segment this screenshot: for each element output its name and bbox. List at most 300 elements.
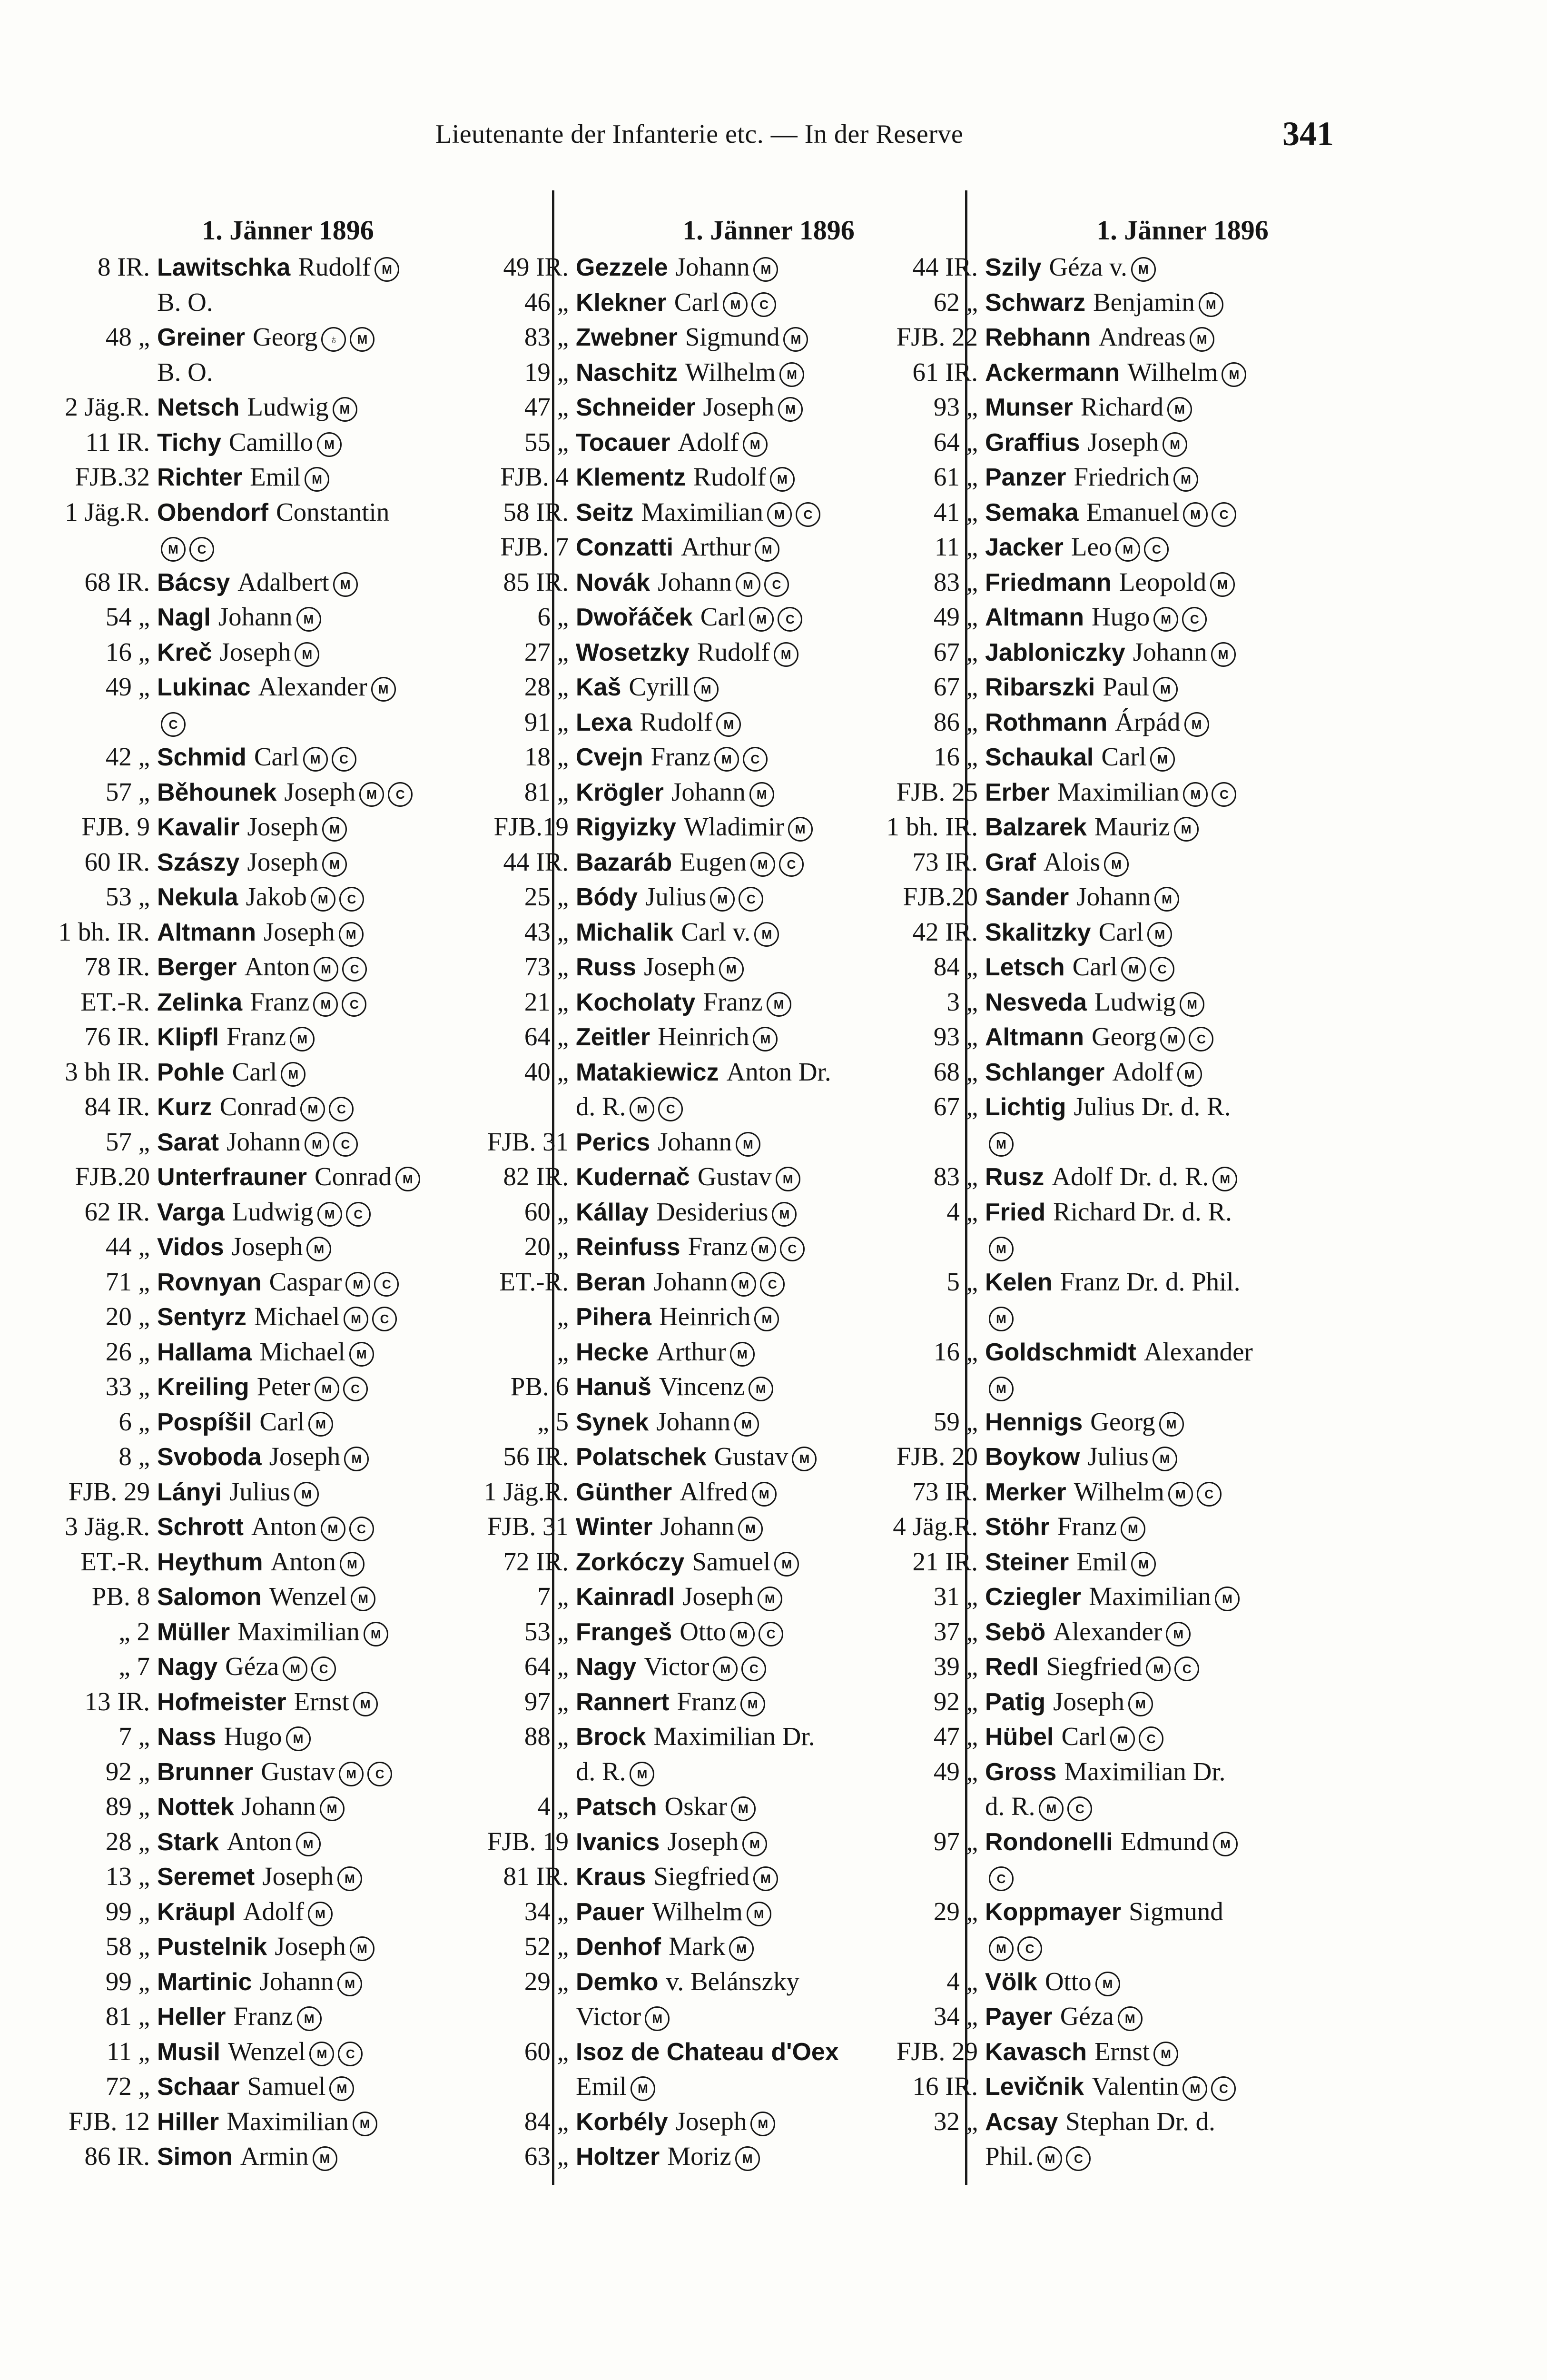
given-name: Ludwig	[1094, 987, 1176, 1016]
medal-m-icon: M	[770, 467, 795, 492]
given-name: Peter	[256, 1372, 311, 1401]
surname: Günther	[576, 1478, 672, 1506]
roster-entry	[857, 599, 1207, 635]
given-name: Maximilian	[237, 1616, 360, 1646]
roster-entry-continuation	[29, 529, 214, 565]
medal-c-icon: C	[1211, 2076, 1236, 2101]
given-name: Alexander	[1143, 1337, 1253, 1366]
medal-c-icon: C	[189, 537, 214, 562]
medal-c-icon: C	[342, 957, 367, 982]
medal-m-icon: M	[776, 1167, 800, 1191]
surname: Netsch	[157, 394, 240, 421]
medal-m-icon: M	[989, 1936, 1014, 1961]
roster-entry	[447, 1299, 779, 1334]
surname: Beran	[576, 1268, 646, 1296]
unit-designation: 93 „	[933, 392, 978, 421]
unit-designation: 89 „	[105, 1792, 150, 1821]
roster-entry	[447, 1509, 763, 1544]
surname: Demko	[576, 1968, 659, 1996]
medal-m-icon: M	[1166, 1622, 1191, 1646]
given-name: Gustav	[697, 1162, 772, 1191]
roster-entry	[29, 1824, 321, 1859]
medal-m-icon: M	[630, 1762, 654, 1786]
roster-entry	[29, 1614, 388, 1649]
unit-designation: PB. 6	[510, 1372, 569, 1401]
medal-m-icon: M	[344, 1447, 369, 1471]
surname: Altmann	[985, 1023, 1084, 1051]
unit-designation: 68 IR.	[84, 567, 150, 596]
surname: Patig	[985, 1688, 1046, 1716]
unit-designation: „ 5	[537, 1407, 569, 1436]
unit-designation: 21 IR.	[912, 1547, 978, 1576]
roster-entry	[857, 249, 1156, 285]
given-name: Johann	[658, 567, 732, 596]
roster-entry	[29, 1159, 420, 1194]
roster-entry	[29, 2034, 363, 2069]
unit-designation: 3 „	[946, 987, 978, 1016]
roster-entry	[857, 2104, 1215, 2139]
medal-m-icon: M	[337, 1866, 362, 1891]
unit-designation: ET.-R.	[80, 987, 150, 1016]
unit-designation: 5 „	[946, 1267, 978, 1296]
given-name: Adolf	[243, 1896, 305, 1926]
surname: Pihera	[576, 1303, 651, 1331]
roster-entry	[29, 599, 321, 635]
roster-entry	[447, 1019, 778, 1054]
medal-m-icon: M	[774, 1552, 799, 1577]
surname: Merker	[985, 1478, 1066, 1506]
surname: Lawitschka	[157, 254, 291, 281]
surname: Ivanics	[576, 1828, 660, 1856]
roster-entry	[447, 1124, 760, 1160]
given-name: Julius	[229, 1477, 291, 1506]
given-name: Franz	[703, 987, 763, 1016]
medal-m-icon: M	[730, 1622, 755, 1646]
medal-m-icon: M	[1168, 1482, 1193, 1507]
roster-entry-continuation	[447, 1754, 654, 1789]
medal-c-icon: C	[1197, 1482, 1222, 1507]
medal-m-icon: M	[308, 1902, 333, 1926]
roster-entry	[447, 1579, 782, 1614]
medal-m-icon: M	[333, 397, 357, 422]
surname: Schaar	[157, 2073, 240, 2101]
given-name: Siegfried	[653, 1862, 750, 1891]
medal-m-icon: M	[1131, 1552, 1156, 1577]
medal-m-icon: M	[395, 1167, 420, 1191]
surname: Kurz	[157, 1093, 212, 1121]
medal-m-icon: M	[1160, 1027, 1185, 1051]
roster-entry	[447, 1544, 799, 1579]
medal-m-icon: M	[1115, 537, 1140, 562]
roster-entry	[29, 1334, 374, 1369]
medal-m-icon: M	[713, 1656, 738, 1681]
unit-designation: 84 IR.	[84, 1092, 150, 1121]
roster-entry	[29, 1404, 333, 1439]
given-name: Joseph	[264, 917, 335, 946]
surname: Holtzer	[576, 2143, 660, 2171]
unit-designation: 26 „	[105, 1337, 150, 1366]
unit-designation: „ 7	[118, 1652, 150, 1681]
surname: Levičnik	[985, 2073, 1084, 2101]
given-name: Carl	[1098, 917, 1144, 946]
unit-designation: FJB. 25	[896, 777, 978, 806]
roster-entry	[29, 459, 329, 495]
medal-m-icon: M	[313, 992, 338, 1017]
roster-entry	[29, 1719, 311, 1754]
unit-designation: 1 bh. IR.	[886, 812, 978, 841]
surname: Krögler	[576, 778, 664, 806]
given-name: Árpád	[1115, 707, 1181, 736]
medal-m-icon: M	[290, 1027, 315, 1051]
unit-designation: 37 „	[933, 1616, 978, 1646]
medal-m-icon: M	[753, 257, 778, 282]
roster-entry	[29, 1264, 399, 1299]
given-name: Eugen	[680, 847, 747, 876]
given-name: Wilhelm	[1127, 357, 1218, 387]
surname: Kocholaty	[576, 988, 696, 1016]
surname: Nass	[157, 1723, 217, 1751]
roster-entry	[857, 2069, 1236, 2104]
medal-m-icon: M	[731, 1272, 756, 1297]
medal-c-icon: C	[349, 1517, 374, 1541]
medal-m-icon: M	[339, 1762, 364, 1786]
unit-designation: 67 „	[933, 1092, 978, 1121]
medal-m-icon: M	[729, 1936, 754, 1961]
page-number: 341	[1282, 115, 1334, 153]
given-name: Franz	[1057, 1512, 1117, 1541]
medal-m-icon: M	[753, 1027, 778, 1051]
unit-designation: 72 IR.	[503, 1547, 569, 1576]
surname: Korbély	[576, 2108, 668, 2136]
roster-entry	[857, 459, 1198, 495]
surname: Martinic	[157, 1968, 252, 1996]
medal-m-icon: M	[694, 677, 719, 702]
unit-designation: 73 IR.	[912, 1477, 978, 1506]
unit-designation: „ 2	[118, 1616, 150, 1646]
unit-designation: 44 IR.	[912, 252, 978, 281]
surname: Pohle	[157, 1058, 225, 1086]
surname: Sander	[985, 883, 1069, 911]
unit-designation: 6 „	[118, 1407, 150, 1436]
given-name: Franz	[688, 1232, 748, 1261]
medal-m-icon: M	[340, 1552, 365, 1577]
unit-designation: 27 „	[524, 637, 569, 666]
unit-designation: 8 „	[118, 1442, 150, 1471]
unit-designation: 56 IR.	[503, 1442, 569, 1471]
roster-entry	[447, 669, 719, 704]
unit-designation: 62 „	[933, 287, 978, 317]
given-name: Sigmund	[1129, 1896, 1223, 1926]
surname: Naschitz	[576, 358, 678, 387]
roster-entry	[857, 565, 1235, 600]
roster-entry	[857, 1474, 1222, 1509]
medal-m-icon: M	[374, 257, 399, 282]
surname: Rothmann	[985, 708, 1108, 736]
surname: Schlanger	[985, 1058, 1105, 1086]
roster-entry	[29, 739, 356, 774]
roster-entry	[857, 1334, 1253, 1369]
surname: Rovnyan	[157, 1268, 262, 1296]
roster-entry	[447, 774, 774, 810]
medal-m-icon: M	[752, 1482, 777, 1507]
unit-designation: 42 IR.	[912, 917, 978, 946]
medal-m-icon: M	[317, 432, 342, 457]
given-name: Wilhelm	[685, 357, 776, 387]
given-name: Samuel	[692, 1547, 771, 1576]
given-name: Anton	[270, 1547, 336, 1576]
unit-designation: 19 „	[524, 357, 569, 387]
surname: Acsay	[985, 2108, 1058, 2136]
unit-designation: 64 „	[524, 1652, 569, 1681]
unit-designation: 28 „	[524, 672, 569, 701]
surname: Ackermann	[985, 358, 1120, 387]
medal-m-icon: M	[723, 292, 748, 317]
roster-entry	[29, 1684, 378, 1719]
roster-entry	[29, 565, 358, 600]
roster-entry	[447, 844, 804, 880]
roster-entry-continuation	[857, 1929, 1042, 1964]
medal-m-icon: M	[345, 1272, 370, 1297]
unit-designation: FJB. 20	[896, 1442, 978, 1471]
given-name: Julius	[645, 882, 707, 911]
medal-c-icon: C	[760, 1272, 785, 1297]
unit-designation: 84 „	[933, 952, 978, 981]
unit-designation: 54 „	[105, 602, 150, 631]
surname: Goldschmidt	[985, 1338, 1136, 1366]
roster-entry	[857, 2034, 1178, 2069]
unit-designation: 83 „	[933, 1162, 978, 1191]
unit-designation: 20 „	[105, 1302, 150, 1331]
unit-designation: FJB. 19	[487, 1826, 569, 1856]
unit-designation: 58 IR.	[503, 497, 569, 526]
medal-m-icon: M	[333, 572, 358, 597]
unit-designation: 86 IR.	[84, 2142, 150, 2171]
medal-m-icon: M	[1153, 2042, 1178, 2066]
roster-entry	[447, 949, 744, 984]
unit-designation: 53 „	[105, 882, 150, 911]
medal-c-icon: C	[332, 747, 356, 772]
continuation-text: d. R.	[576, 1756, 626, 1786]
roster-entry	[447, 1824, 767, 1859]
medal-m-icon: M	[294, 1482, 319, 1507]
roster-entry	[447, 809, 813, 844]
surname: Sentyrz	[157, 1303, 246, 1331]
unit-designation: 81 IR.	[503, 1862, 569, 1891]
medal-m-icon: M	[645, 2006, 670, 2031]
roster-entry	[857, 949, 1174, 984]
given-name: Anton	[227, 1826, 292, 1856]
given-name: Johann	[259, 1966, 334, 1996]
surname: Rondonelli	[985, 1828, 1113, 1856]
roster-entry	[447, 1684, 765, 1719]
surname: Szily	[985, 254, 1042, 281]
medal-m-icon: M	[779, 362, 804, 387]
medal-m-icon: M	[755, 537, 779, 562]
unit-designation: 82 IR.	[503, 1162, 569, 1191]
medal-m-icon: M	[774, 642, 798, 667]
unit-designation: 7 „	[537, 1582, 569, 1611]
unit-designation: 16 „	[933, 1337, 978, 1366]
surname: Kräupl	[157, 1898, 236, 1926]
given-name: Carl	[1061, 1722, 1107, 1751]
unit-designation: FJB. 9	[81, 812, 150, 841]
continuation-text: Victor	[576, 2002, 641, 2031]
surname: Unterfrauner	[157, 1163, 307, 1191]
surname: Zelinka	[157, 988, 243, 1016]
cross-icon: ♁	[321, 327, 346, 352]
medal-m-icon: M	[1131, 257, 1156, 282]
roster-entry-continuation	[857, 1124, 1014, 1160]
medal-m-icon: M	[313, 2146, 337, 2171]
medal-m-icon: M	[295, 642, 319, 667]
unit-designation: 34 „	[933, 2002, 978, 2031]
unit-designation: 68 „	[933, 1057, 978, 1086]
given-name: Joseph	[644, 952, 715, 981]
unit-designation: 4 „	[946, 1966, 978, 1996]
given-name: Sigmund	[685, 322, 780, 351]
unit-designation: 42 „	[105, 742, 150, 771]
surname: Isoz de Chateau d'Oex	[576, 2038, 839, 2066]
medal-m-icon: M	[1146, 1656, 1171, 1681]
roster-entry	[857, 425, 1187, 460]
unit-designation: 49 IR.	[503, 252, 569, 281]
unit-designation: 49 „	[105, 672, 150, 701]
surname: Brunner	[157, 1758, 254, 1786]
given-name: Alfred	[680, 1477, 748, 1506]
given-name: Carl	[1072, 952, 1118, 981]
surname: Kreiling	[157, 1373, 249, 1401]
surname: Tichy	[157, 428, 221, 456]
continuation-text: d. R.	[985, 1792, 1035, 1821]
medal-c-icon: C	[741, 1656, 766, 1681]
roster-entry	[447, 1859, 778, 1894]
given-name: Carl	[232, 1057, 277, 1086]
medal-m-icon: M	[364, 1622, 388, 1646]
surname: Rebhann	[985, 324, 1091, 351]
unit-designation: 41 „	[933, 497, 978, 526]
unit-designation: FJB.32	[75, 462, 150, 491]
given-name: Benjamin	[1093, 287, 1195, 317]
roster-entry	[447, 249, 778, 285]
given-name: Franz Dr. d. Phil.	[1060, 1267, 1241, 1296]
roster-entry	[29, 774, 413, 810]
given-name: Johann	[241, 1792, 316, 1821]
medal-m-icon: M	[710, 887, 735, 912]
medal-c-icon: C	[1150, 957, 1174, 982]
medal-m-icon: M	[1213, 1832, 1238, 1856]
surname: Hennigs	[985, 1408, 1083, 1436]
surname: Gezzele	[576, 254, 668, 281]
medal-c-icon: C	[346, 1202, 371, 1227]
surname: Conzatti	[576, 534, 674, 561]
medal-m-icon: M	[1212, 1167, 1237, 1191]
unit-designation: FJB. 29	[68, 1477, 150, 1506]
given-name: Leopold	[1119, 567, 1207, 596]
surname: Běhounek	[157, 778, 277, 806]
given-name: Samuel	[247, 2072, 326, 2101]
unit-designation: FJB. 31	[487, 1512, 569, 1541]
roster-entry	[29, 1544, 365, 1579]
surname: Russ	[576, 953, 637, 981]
roster-entry	[857, 1964, 1120, 1999]
given-name: Heinrich	[658, 1022, 749, 1051]
unit-designation: 57 „	[105, 1127, 150, 1156]
medal-m-icon: M	[300, 1097, 325, 1121]
roster-entry	[857, 1054, 1202, 1090]
roster-entry	[29, 249, 399, 285]
medal-m-icon: M	[631, 2076, 655, 2101]
medal-m-icon: M	[1153, 677, 1178, 702]
column-heading: 1. Jänner 1896	[682, 215, 855, 246]
given-name: Friedrich	[1074, 462, 1170, 491]
surname: Lukinac	[157, 674, 251, 701]
surname: Nagy	[576, 1653, 637, 1681]
roster-entry	[447, 1789, 756, 1824]
surname: Ribarszki	[985, 674, 1095, 701]
roster-entry	[447, 1404, 759, 1439]
surname: Kaš	[576, 674, 621, 701]
medal-m-icon: M	[754, 922, 779, 947]
roster-entry-continuation	[447, 1999, 670, 2034]
roster-entry	[447, 2139, 760, 2174]
unit-designation: 3 Jäg.R.	[65, 1512, 150, 1541]
unit-designation: 1 Jäg.R.	[65, 497, 150, 526]
roster-entry	[29, 669, 396, 704]
roster-entry	[447, 1929, 754, 1964]
unit-designation: 13 „	[105, 1862, 150, 1891]
surname: Hallama	[157, 1338, 252, 1366]
given-name: Julius Dr. d. R.	[1074, 1092, 1231, 1121]
surname: Varga	[157, 1198, 225, 1226]
medal-m-icon: M	[1121, 1517, 1145, 1541]
roster-entry	[29, 809, 347, 844]
surname: Völk	[985, 1968, 1037, 1996]
surname: Perics	[576, 1128, 650, 1156]
unit-designation: 93 „	[933, 1022, 978, 1051]
surname: Stöhr	[985, 1513, 1050, 1541]
given-name: Hugo	[224, 1722, 282, 1751]
roster-entry	[857, 844, 1129, 880]
given-name: Joseph	[247, 847, 319, 876]
surname: Skalitzky	[985, 918, 1091, 946]
given-name: Siegfried	[1046, 1652, 1143, 1681]
roster-entry	[447, 1649, 766, 1684]
unit-designation: 58 „	[105, 1932, 150, 1961]
surname: Graf	[985, 848, 1036, 876]
medal-m-icon: M	[322, 817, 347, 842]
unit-designation: 59 „	[933, 1407, 978, 1436]
medal-m-icon: M	[314, 957, 338, 982]
medal-c-icon: C	[374, 1272, 399, 1297]
medal-m-icon: M	[735, 2146, 760, 2171]
roster-entry	[857, 1719, 1163, 1754]
medal-m-icon: M	[1153, 1447, 1177, 1471]
medal-c-icon: C	[343, 1377, 368, 1401]
unit-designation: 57 „	[105, 777, 150, 806]
medal-m-icon: M	[734, 1412, 759, 1437]
medal-m-icon: M	[1183, 502, 1208, 527]
unit-designation: 4 „	[537, 1792, 569, 1821]
roster-entry-continuation	[29, 704, 186, 740]
given-name: Maximilian Dr.	[653, 1722, 815, 1751]
roster-entry	[857, 1089, 1231, 1124]
roster-entry	[857, 635, 1236, 670]
unit-designation: 44 „	[105, 1232, 150, 1261]
medal-m-icon: M	[1095, 1972, 1120, 1996]
roster-entry	[29, 1964, 362, 1999]
surname: Rusz	[985, 1163, 1044, 1191]
unit-designation: 43 „	[524, 917, 569, 946]
